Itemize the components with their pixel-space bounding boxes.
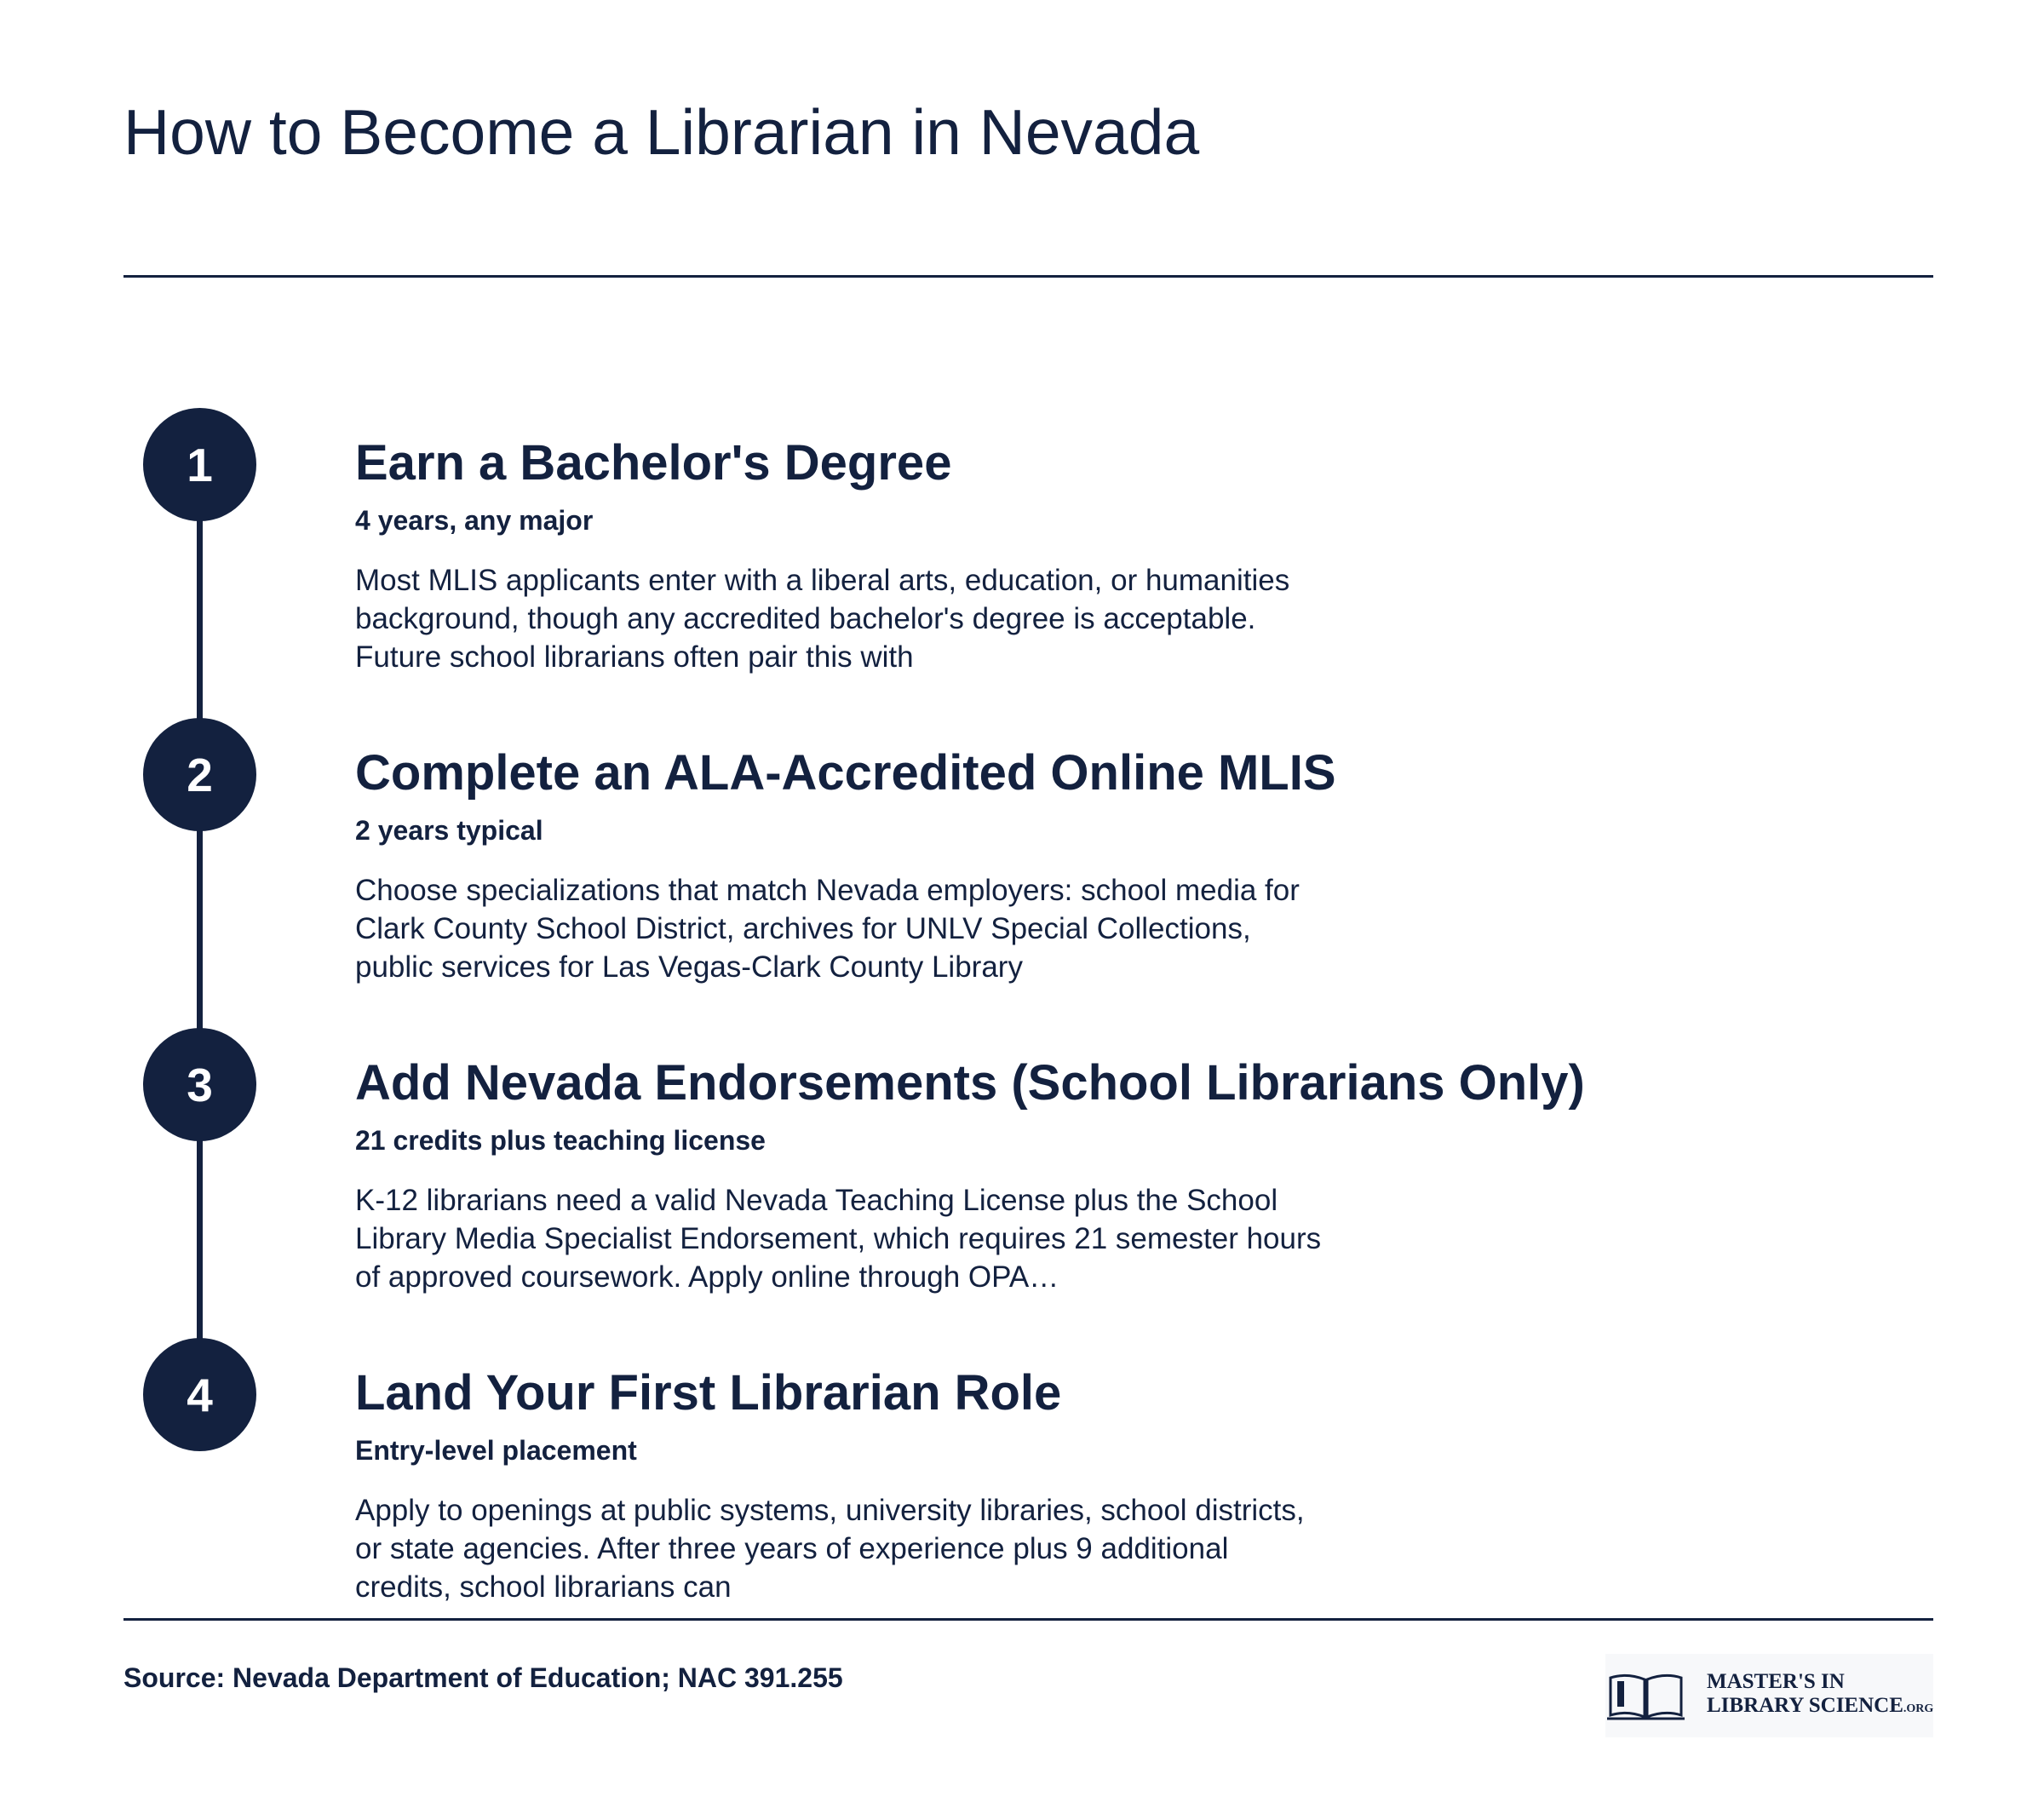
step-1 <box>355 433 1888 676</box>
step-1-number-badge: 1 <box>143 408 256 521</box>
step-4-number-badge: 4 <box>143 1338 256 1451</box>
logo-line-2 <box>1707 1694 1933 1721</box>
step-4-duration: Entry-level placement <box>355 1435 637 1466</box>
step-3-title: Add Nevada Endorsements (School Librarians Only) <box>355 1055 1585 1111</box>
step-2-description: Choose specializations that match Nevada employers: school media for Clark County School District, archives for UNLV Special Collections, public services for Las Vegas-Clark County Library <box>355 874 1300 984</box>
step-4-title: Land Your First Librarian Role <box>355 1365 1062 1421</box>
step-3 <box>355 1053 1888 1296</box>
step-3-number-badge: 3 <box>143 1028 256 1141</box>
step-4-description: Apply to openings at public systems, university libraries, school districts, or state agencies. After three years of experience plus 9 additional credits, school librarians can <box>355 1494 1305 1604</box>
step-1-title: Earn a Bachelor's Degree <box>355 435 952 491</box>
step-2 <box>355 743 1888 986</box>
step-2-number-badge: 2 <box>143 718 256 831</box>
title-divider <box>123 275 1933 278</box>
step-1-description: Most MLIS applicants enter with a liberal arts, education, or humanities background, though any accredited bachelor's degree is acceptable. Future school librarians often pair this with <box>355 564 1290 674</box>
logo-line-2-main: LIBRARY SCIENCE <box>1707 1694 1903 1717</box>
step-3-description: K-12 librarians need a valid Nevada Teaching License plus the School Library Media Specialist Endorsement, which requires 21 semester hours of approved coursework. Apply online through OPA… <box>355 1184 1322 1294</box>
step-1-duration: 4 years, any major <box>355 505 594 536</box>
footer-divider <box>123 1618 1933 1621</box>
page-title: How to Become a Librarian in Nevada <box>123 96 1200 168</box>
source-note: Source: Nevada Department of Education; NAC 391.255 <box>123 1662 843 1693</box>
site-logo <box>1605 1654 1933 1737</box>
logo-wordmark <box>1707 1670 1933 1721</box>
open-book-icon <box>1605 1669 1686 1722</box>
step-3-duration: 21 credits plus teaching license <box>355 1125 766 1156</box>
step-2-duration: 2 years typical <box>355 815 543 846</box>
logo-domain-suffix: .ORG <box>1903 1702 1934 1715</box>
logo-line-1: MASTER'S IN <box>1707 1670 1845 1693</box>
step-4 <box>355 1363 1888 1606</box>
step-2-title: Complete an ALA-Accredited Online MLIS <box>355 745 1336 801</box>
timeline-connector <box>197 464 203 1392</box>
